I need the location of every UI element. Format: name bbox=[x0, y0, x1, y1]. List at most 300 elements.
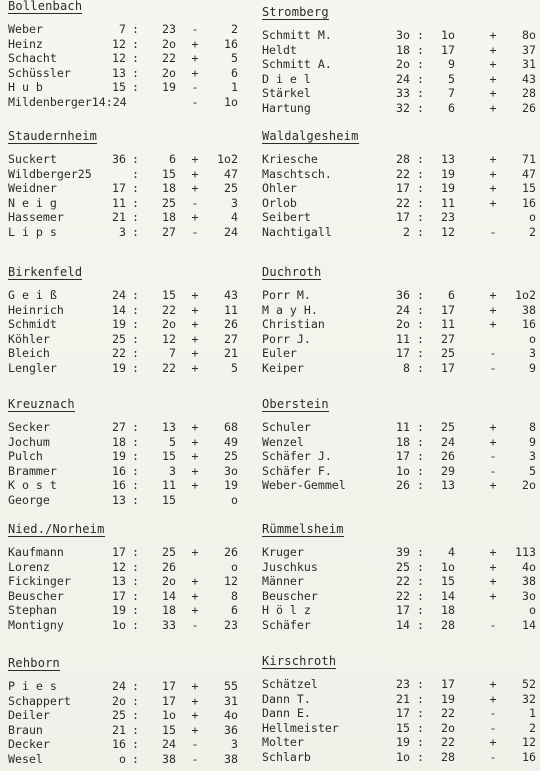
score-separator: : bbox=[417, 224, 424, 239]
score-separator: : bbox=[132, 559, 139, 574]
score-a: 22 bbox=[396, 574, 410, 588]
score-separator: : bbox=[132, 545, 139, 559]
diff-sign: + bbox=[191, 152, 199, 166]
diff-sign: + bbox=[191, 302, 199, 317]
score-a: 2 bbox=[403, 224, 410, 239]
diff-sign: + bbox=[191, 166, 199, 181]
score-b: 13 bbox=[441, 152, 455, 166]
score-separator: : bbox=[417, 152, 424, 166]
score-b: 2o bbox=[441, 720, 455, 735]
team-title: Duchroth bbox=[262, 265, 322, 279]
diff-sign: + bbox=[191, 288, 199, 302]
score-a: 16 bbox=[112, 478, 126, 492]
diff-value: 23 bbox=[224, 617, 238, 632]
diff-value: 38 bbox=[522, 302, 536, 317]
diff-sign: + bbox=[489, 166, 497, 181]
diff-value: 26 bbox=[224, 317, 238, 331]
player-name: Porr J. bbox=[262, 331, 311, 346]
diff-value: 12 bbox=[522, 735, 536, 749]
score-b: 18 bbox=[162, 210, 176, 224]
player-name: Schätzel bbox=[262, 677, 318, 691]
player-name: Schuler bbox=[262, 420, 311, 434]
diff-sign: + bbox=[191, 51, 199, 65]
diff-value: 52 bbox=[522, 677, 536, 691]
score-b: 1o bbox=[162, 708, 176, 722]
score-b: 19 bbox=[441, 166, 455, 181]
score-separator: : bbox=[132, 360, 139, 375]
diff-value: 3 bbox=[529, 346, 536, 360]
score-separator: : bbox=[417, 181, 424, 195]
diff-sign: + bbox=[489, 478, 497, 492]
score-b: 17 bbox=[162, 679, 176, 693]
score-separator: : bbox=[132, 166, 139, 181]
score-separator: : bbox=[132, 420, 139, 434]
score-a: 18 bbox=[112, 434, 126, 449]
player-name: Braun bbox=[8, 722, 43, 737]
player-name: Kaufmann bbox=[8, 545, 64, 559]
player-name: Wesel bbox=[8, 751, 43, 766]
score-a: 25 bbox=[396, 559, 410, 574]
diff-sign: + bbox=[191, 463, 199, 478]
score-b: 12 bbox=[162, 331, 176, 346]
score-separator: : bbox=[417, 735, 424, 749]
diff-sign: - bbox=[489, 224, 497, 239]
diff-sign: + bbox=[489, 691, 497, 706]
score-separator: : bbox=[132, 80, 139, 94]
score-a: 13 bbox=[112, 65, 126, 80]
diff-sign: + bbox=[191, 360, 199, 375]
score-a: 15 bbox=[112, 80, 126, 94]
diff-sign: - bbox=[191, 94, 199, 109]
player-name: Stärkel bbox=[262, 86, 311, 100]
diff-sign: + bbox=[489, 42, 497, 57]
diff-sign: + bbox=[191, 346, 199, 360]
player-name: Köhler bbox=[8, 331, 50, 346]
diff-value: 3 bbox=[231, 737, 238, 751]
diff-sign: + bbox=[191, 449, 199, 463]
diff-sign: + bbox=[191, 588, 199, 603]
diff-sign: + bbox=[489, 420, 497, 434]
score-a: 8 bbox=[403, 360, 410, 375]
score-a: 36 bbox=[112, 152, 126, 166]
player-name: Schmidt bbox=[8, 317, 57, 331]
score-b: 2o bbox=[162, 65, 176, 80]
player-name: Fickinger bbox=[8, 574, 71, 588]
score-b: 17 bbox=[441, 360, 455, 375]
player-name: N e i g bbox=[8, 195, 57, 210]
diff-sign: + bbox=[489, 28, 497, 42]
score-b: 22 bbox=[162, 51, 176, 65]
diff-sign: + bbox=[489, 545, 497, 559]
diff-value: 5 bbox=[231, 51, 238, 65]
team-title: Birkenfeld bbox=[8, 265, 83, 279]
player-name: G e i ß bbox=[8, 288, 57, 302]
score-a: 24 bbox=[112, 288, 126, 302]
score-b: 4 bbox=[448, 545, 455, 559]
score-b: 25 bbox=[162, 545, 176, 559]
player-name: Wenzel bbox=[262, 434, 304, 449]
diff-value: 16 bbox=[522, 195, 536, 210]
player-name: H ö l z bbox=[262, 603, 311, 617]
score-separator: : bbox=[132, 331, 139, 346]
player-name: Schlarb bbox=[262, 749, 311, 764]
diff-sign: + bbox=[489, 735, 497, 749]
score-a: 3o bbox=[396, 28, 410, 42]
diff-sign: + bbox=[489, 288, 497, 302]
diff-value: 1o bbox=[224, 94, 238, 109]
player-name: Heinrich bbox=[8, 302, 64, 317]
score-b: 22 bbox=[162, 360, 176, 375]
diff-sign: + bbox=[489, 317, 497, 331]
score-b: 25 bbox=[162, 195, 176, 210]
diff-value: 16 bbox=[522, 749, 536, 764]
diff-value: 16 bbox=[522, 317, 536, 331]
diff-sign: + bbox=[489, 152, 497, 166]
score-b: 19 bbox=[441, 691, 455, 706]
score-separator: : bbox=[417, 42, 424, 57]
score-a: 19 bbox=[112, 360, 126, 375]
score-a: 1o bbox=[396, 749, 410, 764]
score-a: 28 bbox=[396, 152, 410, 166]
diff-sign: + bbox=[191, 603, 199, 617]
player-name: Heldt bbox=[262, 42, 297, 57]
player-name: L i p s bbox=[8, 224, 57, 239]
score-b: 15 bbox=[162, 288, 176, 302]
score-separator: : bbox=[417, 559, 424, 574]
score-a: 17 bbox=[396, 210, 410, 224]
diff-value: 36 bbox=[224, 722, 238, 737]
score-a: 2o bbox=[396, 57, 410, 71]
score-a: 18 bbox=[396, 42, 410, 57]
player-name: Hartung bbox=[262, 100, 311, 115]
score-b: 28 bbox=[441, 617, 455, 632]
diff-sign: + bbox=[191, 420, 199, 434]
diff-sign: + bbox=[191, 574, 199, 588]
diff-value: 71 bbox=[522, 152, 536, 166]
score-separator: : bbox=[417, 288, 424, 302]
score-b: 23 bbox=[162, 22, 176, 36]
diff-value: 15 bbox=[522, 181, 536, 195]
score-a: 21 bbox=[112, 210, 126, 224]
score-b: 22 bbox=[162, 302, 176, 317]
score-b: 6 bbox=[169, 152, 176, 166]
diff-value: 55 bbox=[224, 679, 238, 693]
player-name: Schäfer J. bbox=[262, 449, 332, 463]
score-separator: : bbox=[132, 346, 139, 360]
player-name: M a y H. bbox=[262, 302, 318, 317]
diff-value: o bbox=[231, 559, 238, 574]
score-b: 15 bbox=[162, 722, 176, 737]
score-separator: : bbox=[132, 302, 139, 317]
score-b: 9 bbox=[448, 57, 455, 71]
diff-sign: - bbox=[489, 360, 497, 375]
score-a: 19 bbox=[112, 449, 126, 463]
score-a: 12 bbox=[112, 51, 126, 65]
player-name: Lengler bbox=[8, 360, 57, 375]
diff-value: 6 bbox=[231, 65, 238, 80]
score-a: 22 bbox=[396, 166, 410, 181]
score-a: 19 bbox=[112, 317, 126, 331]
score-a: 13 bbox=[112, 574, 126, 588]
diff-sign: + bbox=[489, 100, 497, 115]
team-title: Oberstein bbox=[262, 397, 329, 411]
diff-value: 31 bbox=[522, 57, 536, 71]
score-separator: : bbox=[417, 346, 424, 360]
score-a: 22 bbox=[112, 346, 126, 360]
score-separator: : bbox=[132, 588, 139, 603]
score-separator: : bbox=[417, 603, 424, 617]
score-a: 17 bbox=[112, 545, 126, 559]
score-b: 7 bbox=[448, 86, 455, 100]
player-name: Kruger bbox=[262, 545, 304, 559]
player-name: Heinz bbox=[8, 36, 43, 51]
score-b: 18 bbox=[162, 603, 176, 617]
score-a: 1o bbox=[112, 617, 126, 632]
score-a: 26 bbox=[396, 478, 410, 492]
diff-value: 68 bbox=[224, 420, 238, 434]
diff-value: 38 bbox=[522, 574, 536, 588]
team-title: Kreuznach bbox=[8, 397, 75, 411]
diff-sign: - bbox=[191, 224, 199, 239]
diff-sign: - bbox=[489, 706, 497, 720]
score-a: 21 bbox=[112, 722, 126, 737]
score-b: 11 bbox=[162, 478, 176, 492]
score-a: 14 bbox=[112, 302, 126, 317]
diff-value: 3o bbox=[522, 588, 536, 603]
score-separator: : bbox=[132, 617, 139, 632]
diff-sign: - bbox=[191, 195, 199, 210]
score-separator: : bbox=[417, 720, 424, 735]
diff-value: 26 bbox=[224, 545, 238, 559]
diff-sign: + bbox=[191, 545, 199, 559]
diff-sign: + bbox=[191, 210, 199, 224]
score-b: 11 bbox=[441, 317, 455, 331]
score-separator: : bbox=[132, 679, 139, 693]
score-a: 3 bbox=[119, 224, 126, 239]
score-separator: : bbox=[132, 603, 139, 617]
diff-value: 21 bbox=[224, 346, 238, 360]
score-a: 1o bbox=[396, 463, 410, 478]
score-b: 17 bbox=[441, 42, 455, 57]
diff-value: 2 bbox=[529, 224, 536, 239]
player-name: D i e l bbox=[262, 71, 311, 86]
score-b: 17 bbox=[162, 693, 176, 708]
diff-sign: - bbox=[489, 749, 497, 764]
player-name: Dann E. bbox=[262, 706, 311, 720]
score-separator: : bbox=[417, 677, 424, 691]
player-name: Schmitt A. bbox=[262, 57, 332, 71]
player-name: Mildenberger14:24 bbox=[8, 94, 127, 109]
diff-value: 25 bbox=[224, 449, 238, 463]
player-name: Wildberger25 bbox=[8, 166, 92, 181]
player-name: Schmitt M. bbox=[262, 28, 332, 42]
player-name: Hellmeister bbox=[262, 720, 339, 735]
diff-value: 26 bbox=[522, 100, 536, 115]
score-b: 25 bbox=[441, 420, 455, 434]
diff-sign: - bbox=[191, 737, 199, 751]
player-name: Schäfer F. bbox=[262, 463, 332, 478]
score-separator: : bbox=[417, 478, 424, 492]
score-a: 22 bbox=[396, 195, 410, 210]
score-separator: : bbox=[417, 302, 424, 317]
score-separator: : bbox=[417, 449, 424, 463]
diff-sign: - bbox=[191, 22, 199, 36]
player-name: Juschkus bbox=[262, 559, 318, 574]
score-b: 26 bbox=[162, 559, 176, 574]
score-separator: : bbox=[132, 693, 139, 708]
score-separator: : bbox=[132, 463, 139, 478]
score-a: 21 bbox=[396, 691, 410, 706]
diff-value: 14 bbox=[522, 617, 536, 632]
score-separator: : bbox=[417, 617, 424, 632]
player-name: Christian bbox=[262, 317, 325, 331]
player-name: Seibert bbox=[262, 210, 311, 224]
diff-value: 9 bbox=[529, 360, 536, 375]
diff-value: 9 bbox=[529, 434, 536, 449]
player-name: Decker bbox=[8, 737, 50, 751]
diff-sign: + bbox=[191, 679, 199, 693]
score-a: 32 bbox=[396, 100, 410, 115]
team-title: Staudernheim bbox=[8, 129, 98, 143]
score-b: 2o bbox=[162, 317, 176, 331]
score-a: 36 bbox=[396, 288, 410, 302]
score-a: 25 bbox=[112, 331, 126, 346]
diff-value: 37 bbox=[522, 42, 536, 57]
diff-value: 1o2 bbox=[217, 152, 238, 166]
team-title: Rümmelsheim bbox=[262, 522, 344, 536]
diff-sign: - bbox=[489, 346, 497, 360]
diff-value: 1o2 bbox=[515, 288, 536, 302]
player-name: K o s t bbox=[8, 478, 57, 492]
score-separator: : bbox=[417, 28, 424, 42]
diff-sign: - bbox=[489, 617, 497, 632]
score-b: 5 bbox=[448, 71, 455, 86]
diff-sign: + bbox=[489, 677, 497, 691]
player-name: Montigny bbox=[8, 617, 64, 632]
score-separator: : bbox=[132, 22, 139, 36]
player-name: Maschtsch. bbox=[262, 166, 332, 181]
score-b: 24 bbox=[441, 434, 455, 449]
diff-value: 4 bbox=[231, 210, 238, 224]
player-name: Nachtigall bbox=[262, 224, 332, 239]
diff-value: 8o bbox=[522, 28, 536, 42]
score-a: 15 bbox=[396, 720, 410, 735]
score-a: 22 bbox=[396, 588, 410, 603]
score-separator: : bbox=[132, 449, 139, 463]
diff-value: 113 bbox=[515, 545, 536, 559]
team-title: Bollenbach bbox=[8, 0, 83, 13]
score-separator: : bbox=[132, 51, 139, 65]
score-b: 15 bbox=[162, 166, 176, 181]
player-name: Molter bbox=[262, 735, 304, 749]
score-separator: : bbox=[417, 434, 424, 449]
diff-sign: + bbox=[191, 434, 199, 449]
player-name: Männer bbox=[262, 574, 304, 588]
diff-sign: + bbox=[191, 181, 199, 195]
diff-sign: + bbox=[489, 57, 497, 71]
diff-sign: + bbox=[489, 181, 497, 195]
score-a: 11 bbox=[396, 420, 410, 434]
player-name: Kriesche bbox=[262, 152, 318, 166]
team-title: Waldalgesheim bbox=[262, 129, 359, 143]
player-name: Stephan bbox=[8, 603, 57, 617]
score-a: 2o bbox=[396, 317, 410, 331]
score-a: 19 bbox=[396, 735, 410, 749]
diff-value: o bbox=[529, 331, 536, 346]
player-name: P i e s bbox=[8, 679, 57, 693]
score-b: 12 bbox=[441, 224, 455, 239]
score-separator: : bbox=[417, 691, 424, 706]
score-a: 11 bbox=[396, 331, 410, 346]
diff-value: 19 bbox=[224, 478, 238, 492]
score-b: 14 bbox=[162, 588, 176, 603]
diff-sign: + bbox=[191, 317, 199, 331]
score-a: 24 bbox=[112, 679, 126, 693]
score-b: 2o bbox=[162, 574, 176, 588]
player-name: Suckert bbox=[8, 152, 57, 166]
score-separator: : bbox=[132, 751, 139, 766]
diff-value: 8 bbox=[231, 588, 238, 603]
diff-sign: + bbox=[489, 588, 497, 603]
score-separator: : bbox=[132, 434, 139, 449]
score-separator: : bbox=[132, 708, 139, 722]
diff-sign: - bbox=[489, 720, 497, 735]
diff-value: 8 bbox=[529, 420, 536, 434]
score-b: 13 bbox=[441, 478, 455, 492]
score-separator: : bbox=[417, 210, 424, 224]
player-name: Secker bbox=[8, 420, 50, 434]
score-a: 39 bbox=[396, 545, 410, 559]
score-separator: : bbox=[417, 420, 424, 434]
score-b: 29 bbox=[441, 463, 455, 478]
score-b: 22 bbox=[441, 735, 455, 749]
diff-sign: - bbox=[191, 80, 199, 94]
score-separator: : bbox=[132, 492, 139, 507]
diff-value: 49 bbox=[224, 434, 238, 449]
diff-value: 31 bbox=[224, 693, 238, 708]
score-a: 17 bbox=[112, 588, 126, 603]
score-b: 38 bbox=[162, 751, 176, 766]
score-b: 22 bbox=[441, 706, 455, 720]
team-title: Kirschroth bbox=[262, 654, 337, 668]
diff-sign: + bbox=[489, 434, 497, 449]
score-a: 17 bbox=[396, 181, 410, 195]
score-separator: : bbox=[417, 86, 424, 100]
diff-value: 2 bbox=[231, 22, 238, 36]
diff-sign: + bbox=[489, 559, 497, 574]
score-b: 18 bbox=[441, 603, 455, 617]
diff-value: 4o bbox=[522, 559, 536, 574]
score-b: 3 bbox=[169, 463, 176, 478]
team-title: Rehborn bbox=[8, 656, 60, 670]
score-separator: : bbox=[417, 463, 424, 478]
score-a: 17 bbox=[396, 603, 410, 617]
diff-sign: + bbox=[489, 71, 497, 86]
score-b: 2o bbox=[162, 36, 176, 51]
diff-value: o bbox=[529, 210, 536, 224]
player-name: Weber-Gemmel bbox=[262, 478, 346, 492]
player-name: Beuscher bbox=[262, 588, 318, 603]
score-a: 16 bbox=[112, 463, 126, 478]
score-b: 28 bbox=[441, 749, 455, 764]
score-separator: : bbox=[417, 100, 424, 115]
score-b: 11 bbox=[441, 195, 455, 210]
score-b: 23 bbox=[441, 210, 455, 224]
diff-sign: + bbox=[191, 722, 199, 737]
score-separator: : bbox=[132, 224, 139, 239]
score-separator: : bbox=[417, 574, 424, 588]
score-b: 1o bbox=[441, 28, 455, 42]
